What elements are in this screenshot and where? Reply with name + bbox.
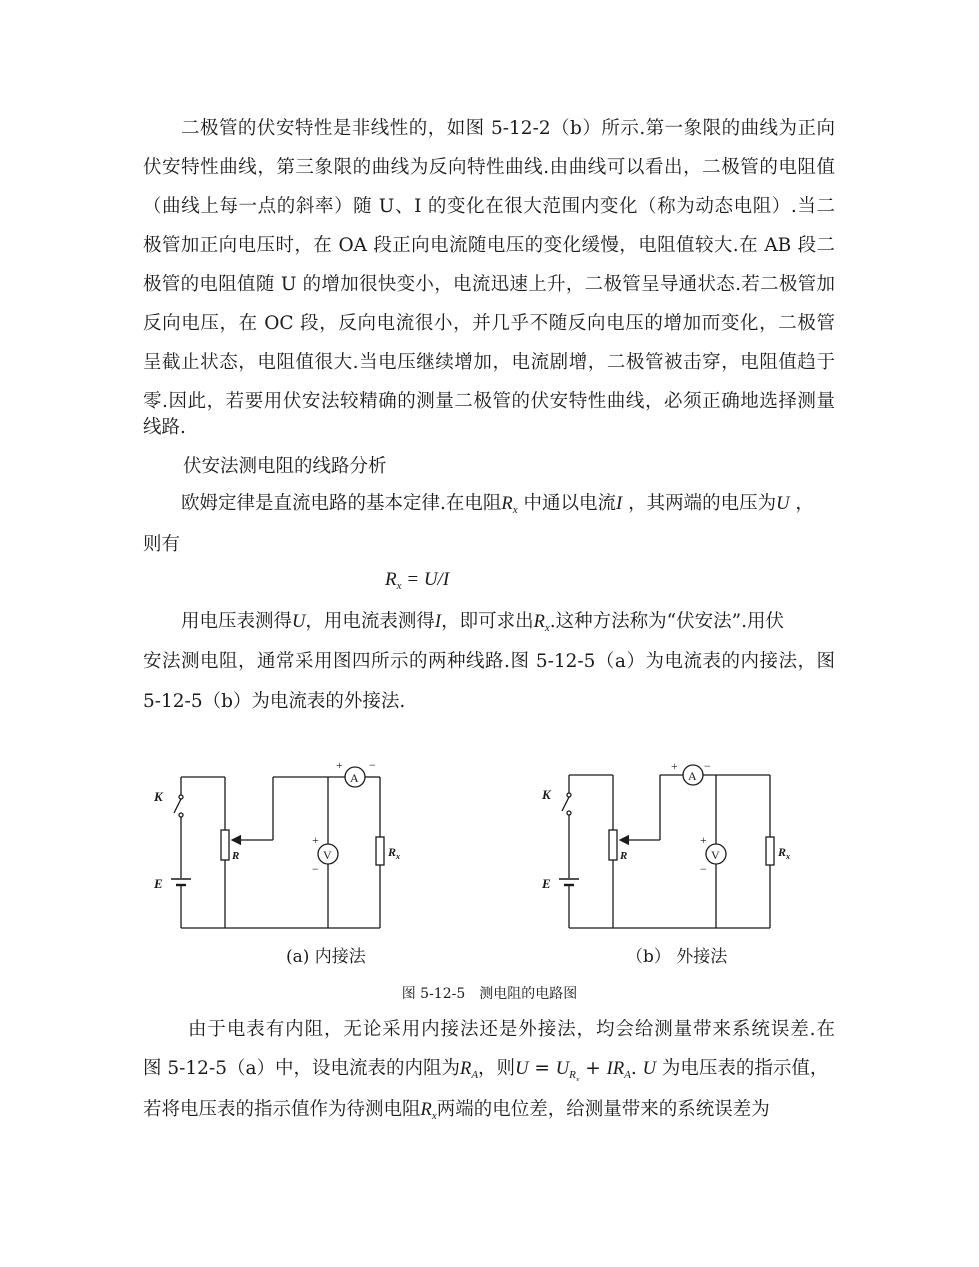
- resistor-rx-a: [376, 837, 384, 865]
- figure-caption: 图 5-12-5 测电阻的电路图: [401, 986, 578, 1002]
- rheostat-r-b: [609, 830, 617, 860]
- battery-e-b: [559, 879, 579, 885]
- label-k-a: K: [154, 789, 163, 804]
- paragraph3-line-1: 用电压表测得U，用电流表测得I，即可求出$R_x$.这种方法称为“伏安法”.用伏: [181, 611, 784, 634]
- ammeter-plus-b: +: [671, 759, 678, 773]
- paragraph2-line-1: 欧姆定律是直流电路的基本定律.在电阻$R_x$ 中通以电流I ，其两端的电压为U ，: [181, 493, 814, 516]
- paragraph1-line-4: 极管加正向电压时，在 OA 段正向电流随电压的变化缓慢，电阻值较大.在 AB 段二: [143, 235, 835, 256]
- voltmeter-minus-a: −: [312, 862, 319, 876]
- paragraph1-line-5: 极管的电阻值随 U 的增加很快变小，电流迅速上升，二极管呈导通状态.若二极管加: [143, 274, 835, 295]
- paragraph4-line-3: 若将电压表的指示值作为待测电阻$R_x$两端的电位差，给测量带来的系统误差为: [143, 1099, 770, 1122]
- ammeter-plus-a: +: [336, 758, 343, 772]
- paragraph2-line-2: 则有: [143, 534, 181, 555]
- voltmeter-plus-a: +: [312, 833, 319, 847]
- section-heading: 伏安法测电阻的线路分析: [183, 456, 387, 477]
- label-ammeter-a: A: [350, 771, 359, 785]
- label-rx-a: $R_x$: [388, 845, 401, 861]
- label-rx-b: $R_x$: [778, 845, 791, 861]
- paragraph1-line-3: （曲线上每一点的斜率）随 U、I 的变化在很大范围内变化（称为动态电阻）.当二: [143, 196, 835, 217]
- circuit-a-labels: [153, 758, 400, 891]
- paragraph1-line-6: 反向电压，在 OC 段，反向电流很小，并几乎不随反向电压的增加而变化，二极管: [143, 313, 835, 334]
- label-ammeter-b: A: [688, 769, 697, 783]
- paragraph1-line-9: 线路.: [143, 417, 186, 438]
- label-e-a: E: [154, 876, 163, 891]
- rheostat-r-a: [221, 830, 229, 860]
- paragraph1-line-7: 呈截止状态，电阻值很大.当电压继续增加，电流剧增，二极管被击穿，电阻值趋于: [143, 352, 835, 373]
- paragraph1-line-8: 零.因此，若要用伏安法较精确的测量二极管的伏安特性曲线，必须正确地选择测量: [143, 391, 835, 412]
- caption-b: （b） 外接法: [626, 947, 728, 967]
- switch-k-b: [562, 793, 571, 815]
- paragraph3-line-3: 5-12-5（b）为电流表的外接法.: [143, 691, 406, 712]
- label-e-b: E: [542, 876, 551, 891]
- paragraph1-line-2: 伏安特性曲线，第三象限的曲线为反向特性曲线.由曲线可以看出，二极管的电阻值: [143, 157, 835, 178]
- label-r-a: R: [232, 850, 240, 862]
- ammeter-minus-a: −: [369, 758, 376, 772]
- voltmeter-plus-b: +: [700, 833, 707, 847]
- battery-e-a: [171, 879, 191, 885]
- ohm-formula: $R_x = U/I$: [385, 569, 450, 592]
- circuit-figure: [140, 755, 840, 940]
- paragraph3-line-2: 安法测电阻，通常采用图四所示的两种线路.图 5-12-5（a）为电流表的内接法，图: [143, 651, 835, 672]
- label-voltmeter-a: V: [323, 848, 332, 862]
- circuit-b-labels: [541, 759, 790, 891]
- caption-a: (a) 内接法: [286, 947, 366, 967]
- ammeter-minus-b: −: [704, 759, 711, 773]
- circuit-b: [559, 765, 774, 928]
- label-voltmeter-b: V: [711, 848, 720, 862]
- switch-k-a: [174, 795, 183, 817]
- paragraph1-line-1: 二极管的伏安特性是非线性的，如图 5-12-2（b）所示.第一象限的曲线为正向: [181, 118, 835, 139]
- circuit-a: [171, 767, 384, 928]
- paragraph4-line-1: 由于电表有内阻，无论采用内接法还是外接法，均会给测量带来系统误差.在: [188, 1019, 835, 1040]
- voltmeter-minus-b: −: [700, 862, 707, 876]
- label-r-b: R: [620, 850, 628, 862]
- paragraph4-line-2: 图 5-12-5（a）中，设电流表的内阻为$R_A$，则$U = U_{R_x} + IR_A$. U 为电压表的指示值，: [143, 1058, 829, 1081]
- resistor-rx-b: [766, 837, 774, 865]
- label-k-b: K: [542, 787, 551, 802]
